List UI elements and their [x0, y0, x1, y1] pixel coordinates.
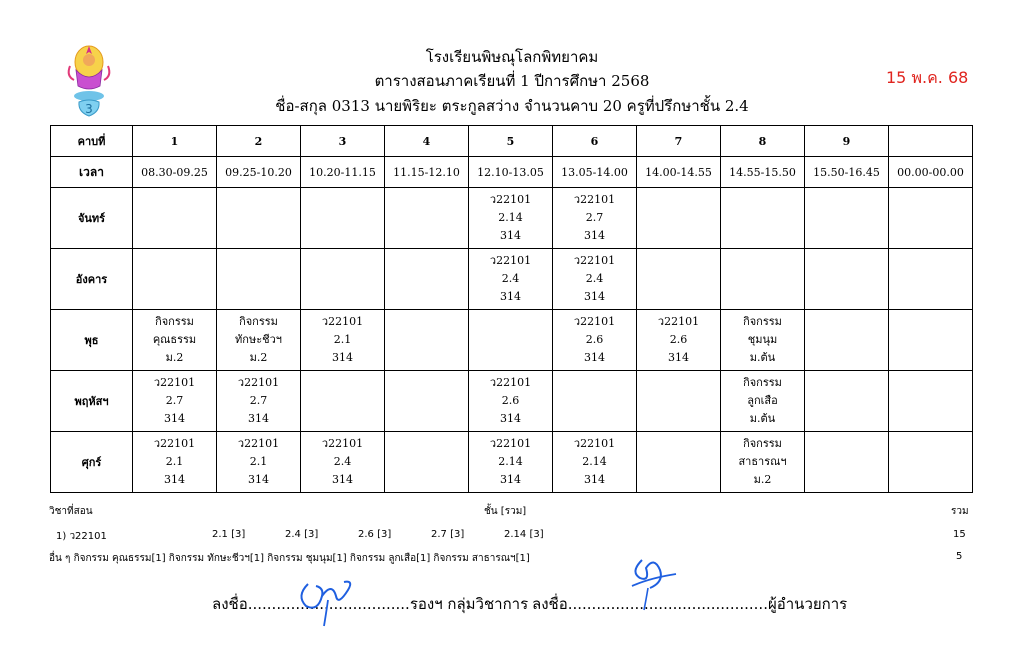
schedule-cell	[553, 371, 637, 432]
schedule-cell	[721, 310, 805, 371]
period-time: 09.25-10.20	[217, 157, 301, 188]
room-text: 314	[500, 229, 521, 242]
schedule-cell	[469, 432, 553, 493]
class-text: 2.4	[501, 272, 520, 285]
subject-text: ว22101	[489, 376, 532, 389]
subject-text: ว22101	[573, 315, 616, 328]
class-text: 2.4	[333, 455, 352, 468]
schedule-cell	[553, 188, 637, 249]
subject-text: ว22101	[573, 437, 616, 450]
subject-total: 15	[953, 529, 966, 540]
period-time: 13.05-14.00	[553, 157, 637, 188]
schedule-cell	[301, 432, 385, 493]
class-text: 2.7	[585, 211, 604, 224]
period-time: 08.30-09.25	[133, 157, 217, 188]
schedule-cell	[133, 249, 217, 310]
subject-code: 1) ว22101	[56, 531, 107, 542]
schedule-cell	[805, 188, 889, 249]
schedule-cell	[721, 249, 805, 310]
period-number: 4	[385, 126, 469, 157]
document-date: 15 พ.ค. 68	[886, 68, 969, 87]
schedule-cell	[721, 188, 805, 249]
room-text: 314	[164, 473, 185, 486]
class-text: 2.7	[249, 394, 268, 407]
schedule-cell	[133, 371, 217, 432]
schedule-cell	[217, 432, 301, 493]
room-text: 314	[668, 351, 689, 364]
schedule-cell	[637, 371, 721, 432]
subject-label: วิชาที่สอน	[49, 506, 93, 517]
subject-text: ว22101	[489, 254, 532, 267]
class-text: 2.14	[582, 455, 607, 468]
period-number: 3	[301, 126, 385, 157]
schedule-cell	[889, 249, 973, 310]
day-label: ศุกร์	[51, 432, 133, 493]
schedule-cell	[217, 249, 301, 310]
schedule-cell	[553, 310, 637, 371]
period-time: 14.00-14.55	[637, 157, 721, 188]
schedule-cell	[217, 188, 301, 249]
class-text: ลูกเสือ	[747, 394, 778, 407]
schedule-cell	[133, 310, 217, 371]
class-text: 2.6	[585, 333, 604, 346]
deputy-signature-line: ลงชื่อ..................................รองฯ กลุ่มวิชาการ	[212, 595, 529, 613]
term-title: ตารางสอนภาคเรียนที่ 1 ปีการศึกษา 2568	[374, 72, 650, 90]
day-label: จันทร์	[51, 188, 133, 249]
day-label: พฤหัสฯ	[51, 371, 133, 432]
schedule-cell	[805, 371, 889, 432]
subject-text: กิจกรรม	[743, 437, 782, 450]
period-time: 12.10-13.05	[469, 157, 553, 188]
class-text: ชุมนุม	[747, 333, 778, 346]
class-text: 2.14	[498, 211, 523, 224]
day-label: พุธ	[51, 310, 133, 371]
teacher-info: ชื่อ-สกุล 0313 นายพิริยะ ตระกูลสว่าง จำนวนคาบ 20 ครูที่ปรึกษาชั้น 2.4	[275, 97, 749, 115]
room-text: 314	[584, 473, 605, 486]
room-text: 314	[584, 229, 605, 242]
schedule-cell	[133, 432, 217, 493]
class-count: 2.6 [3]	[358, 529, 392, 540]
schedule-cell	[637, 432, 721, 493]
subject-text: ว22101	[321, 437, 364, 450]
room-text: 314	[248, 412, 269, 425]
period-time: 11.15-12.10	[385, 157, 469, 188]
subject-text: ว22101	[237, 437, 280, 450]
schedule-cell	[385, 310, 469, 371]
room-text: 314	[332, 351, 353, 364]
subject-text: กิจกรรม	[743, 315, 782, 328]
class-text: 2.1	[249, 455, 268, 468]
period-number: 9	[805, 126, 889, 157]
schedule-cell	[469, 249, 553, 310]
schedule-cell	[889, 310, 973, 371]
period-number: 5	[469, 126, 553, 157]
subject-text: กิจกรรม	[155, 315, 194, 328]
deputy-handwritten-signature	[292, 566, 362, 628]
day-label: อังคาร	[51, 249, 133, 310]
class-count: 2.1 [3]	[212, 529, 246, 540]
period-number: 6	[553, 126, 637, 157]
period-number: 2	[217, 126, 301, 157]
subject-text: ว22101	[657, 315, 700, 328]
room-text: 314	[584, 290, 605, 303]
schedule-cell	[133, 188, 217, 249]
class-text: 2.1	[165, 455, 184, 468]
class-text: 2.14	[498, 455, 523, 468]
day-row	[51, 310, 973, 371]
class-text: สาธารณฯ	[738, 455, 787, 468]
schedule-cell	[721, 371, 805, 432]
schedule-cell	[637, 310, 721, 371]
room-text: 314	[500, 290, 521, 303]
class-count: 2.7 [3]	[431, 529, 465, 540]
schedule-cell	[385, 371, 469, 432]
room-text: 314	[500, 412, 521, 425]
schedule-cell	[637, 249, 721, 310]
schedule-cell	[301, 188, 385, 249]
class-count: 2.14 [3]	[504, 529, 544, 540]
schedule-cell	[385, 188, 469, 249]
schedule-cell	[469, 371, 553, 432]
subject-text: ว22101	[237, 376, 280, 389]
period-time: 10.20-11.15	[301, 157, 385, 188]
room-text: 314	[500, 473, 521, 486]
room-text: 314	[164, 412, 185, 425]
room-text: ม.ต้น	[749, 351, 776, 364]
room-text: 314	[584, 351, 605, 364]
schedule-cell	[721, 432, 805, 493]
schedule-cell	[805, 310, 889, 371]
period-number: 8	[721, 126, 805, 157]
period-number	[889, 126, 973, 157]
schedule-cell	[217, 371, 301, 432]
room-text: ม.2	[249, 351, 268, 364]
class-text: 2.4	[585, 272, 604, 285]
schedule-cell	[553, 432, 637, 493]
subject-text: ว22101	[153, 437, 196, 450]
schedule-cell	[385, 432, 469, 493]
room-text: ม.ต้น	[749, 412, 776, 425]
class-text: คุณธรรม	[152, 333, 197, 346]
schedule-cell	[637, 188, 721, 249]
schedule-cell	[469, 310, 553, 371]
period-time: 00.00-00.00	[889, 157, 973, 188]
subject-text: ว22101	[321, 315, 364, 328]
schedule-cell	[553, 249, 637, 310]
schedule-cell	[301, 310, 385, 371]
director-signature-line: ลงชื่อ..........................................ผู้อำนวยการ	[532, 595, 848, 613]
time-row	[51, 157, 973, 188]
period-time: 14.55-15.50	[721, 157, 805, 188]
subject-text: ว22101	[573, 193, 616, 206]
subject-text: ว22101	[573, 254, 616, 267]
schedule-cell	[301, 249, 385, 310]
class-text: 2.1	[333, 333, 352, 346]
room-text: 314	[332, 473, 353, 486]
schedule-cell	[217, 310, 301, 371]
day-row	[51, 432, 973, 493]
class-text: ทักษะชีวฯ	[235, 333, 282, 346]
class-label: ชั้น [รวม]	[484, 506, 527, 517]
period-number: 1	[133, 126, 217, 157]
class-text: 2.7	[165, 394, 184, 407]
time-label: เวลา	[51, 157, 133, 188]
activities-total: 5	[956, 551, 963, 562]
schedule-cell	[469, 188, 553, 249]
room-text: ม.2	[753, 473, 772, 486]
timetable	[50, 125, 973, 493]
room-text: 314	[248, 473, 269, 486]
schedule-cell	[301, 371, 385, 432]
schedule-cell	[889, 188, 973, 249]
period-header-row	[51, 126, 973, 157]
subject-text: ว22101	[153, 376, 196, 389]
schedule-cell	[385, 249, 469, 310]
subject-text: ว22101	[489, 437, 532, 450]
class-text: 2.6	[669, 333, 688, 346]
class-count: 2.4 [3]	[285, 529, 319, 540]
svg-text:3: 3	[85, 102, 93, 116]
subject-text: กิจกรรม	[743, 376, 782, 389]
total-label: รวม	[951, 506, 969, 517]
day-row	[51, 371, 973, 432]
room-text: ม.2	[165, 351, 184, 364]
director-handwritten-signature	[620, 548, 684, 612]
other-activities: อื่น ๆ กิจกรรม คุณธรรม[1] กิจกรรม ทักษะชีวฯ[1] กิจกรรม ชุมนุม[1] กิจกรรม ลูกเสือ[1] กิจกรรม สาธารณฯ[1]	[49, 553, 530, 564]
schedule-cell	[805, 249, 889, 310]
day-row	[51, 249, 973, 310]
day-row	[51, 188, 973, 249]
subject-text: ว22101	[489, 193, 532, 206]
period-label: คาบที่	[51, 126, 133, 157]
subject-text: กิจกรรม	[239, 315, 278, 328]
schedule-cell	[805, 432, 889, 493]
schedule-cell	[889, 432, 973, 493]
schedule-cell	[889, 371, 973, 432]
class-text: 2.6	[501, 394, 520, 407]
period-number: 7	[637, 126, 721, 157]
school-name: โรงเรียนพิษณุโลกพิทยาคม	[425, 48, 599, 66]
period-time: 15.50-16.45	[805, 157, 889, 188]
